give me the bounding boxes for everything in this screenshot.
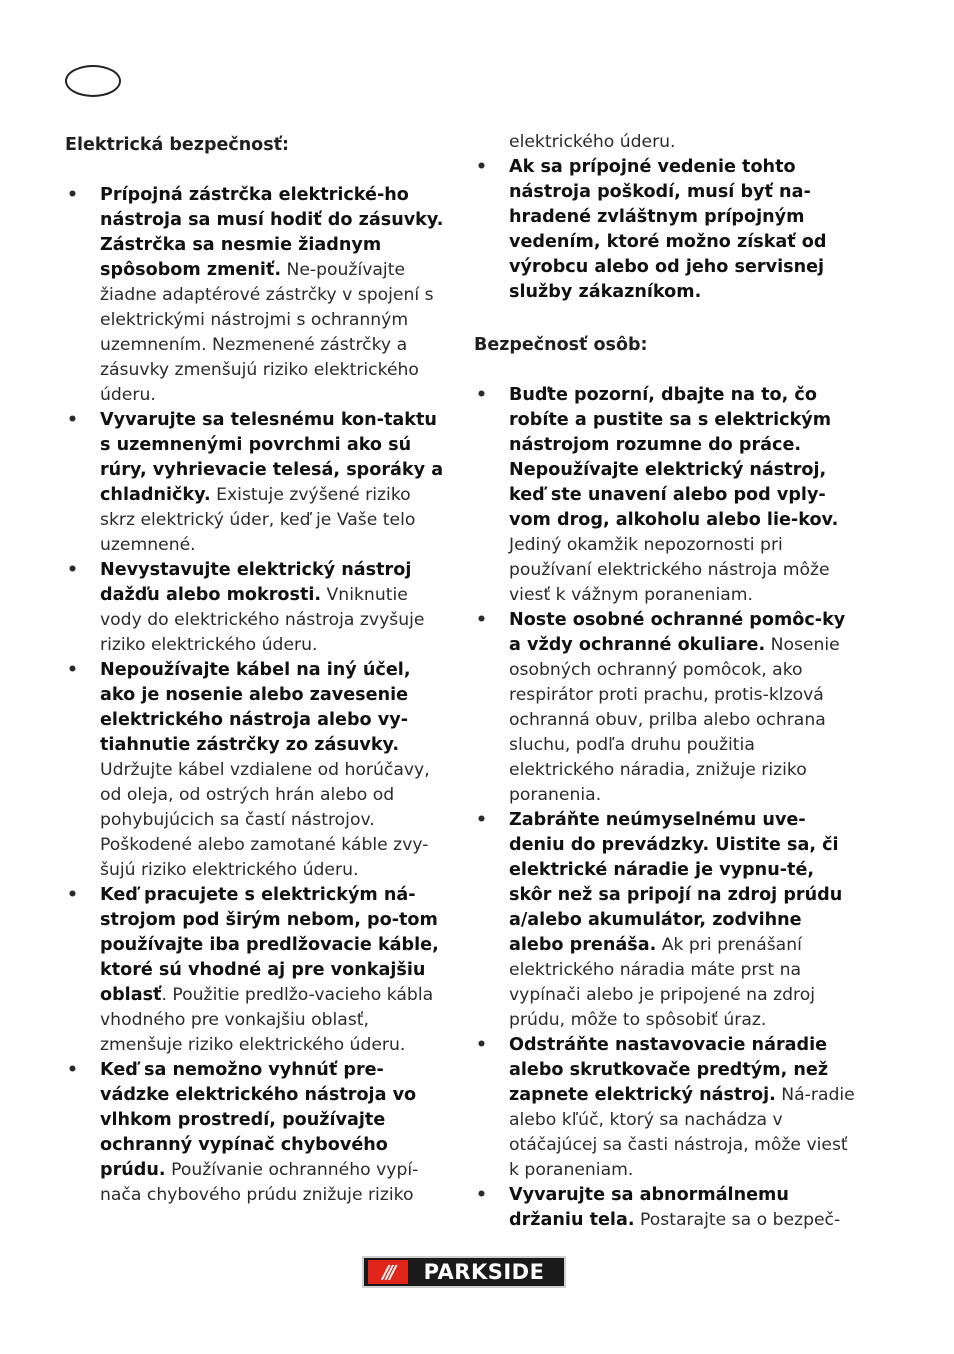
- continuation-text: elektrického úderu.: [509, 132, 676, 152]
- bullet-item: [65, 883, 450, 1058]
- bullet-body-text: Používanie ochranného vypí-nača chybového prúdu znižuje riziko: [100, 1160, 419, 1205]
- bullet-body-text: Vniknutie vody do elektrického nástroja zvyšuje riziko elektrického úderu.: [100, 585, 425, 655]
- bullet-body-text: Udržujte kábel vzdialene od horúčavy, od oleja, od ostrých hrán alebo od pohybujúcich sa častí nástrojov. Poškodené alebo zamotané káble zvy-šujú riziko elektrického úderu.: [100, 760, 430, 880]
- bullet-bold-text: Vyvarujte sa abnormálnemu držaniu tela.: [509, 1185, 789, 1230]
- parkside-logo: [362, 1256, 566, 1288]
- section-heading-personal-safety: Bezpečnosť osôb:: [474, 335, 648, 355]
- bullet-item: [474, 1183, 859, 1233]
- bullet-dot-icon: •: [476, 610, 487, 630]
- bullet-dot-icon: •: [67, 885, 78, 905]
- bullet-dot-icon: •: [67, 185, 78, 205]
- bullet-dot-icon: •: [476, 385, 487, 405]
- bullet-bold-text: Nepoužívajte kábel na iný účel, ako je nosenie alebo zavesenie elektrického nástroja alebo vy-tiahnutie zástrčky zo zásuvky.: [100, 660, 411, 755]
- bullet-item: [65, 183, 450, 408]
- bullet-body-text: Ak pri prenášaní elektrického náradia máte prst na vypínači alebo je pripojené na zdroj prúdu, môže to spôsobiť úraz.: [509, 935, 815, 1030]
- bullet-bold-text: Buďte pozorní, dbajte na to, čo robíte a pustite sa s elektrickým nástrojom rozumne do práce. Nepoužívajte elektrický nástroj, keď ste unavení alebo pod vply-vom drog, alkoholu alebo lie-kov.: [509, 385, 839, 530]
- bullet-bold-text: Ak sa prípojné vedenie tohto nástroja poškodí, musí byť na-hradené zvláštnym prípojným vedením, ktoré možno získať od výrobcu alebo od jeho servisnej služby zákazníkom.: [509, 157, 827, 302]
- bullet-body-text: Nosenie osobných ochranný pomôcok, ako respirátor proti prachu, protis-klzová ochranná obuv, prilba alebo ochrana sluchu, podľa druhu použitia elektrického náradia, znižuje riziko poranenia.: [509, 635, 840, 805]
- logo-wordmark: PARKSIDE: [423, 1260, 545, 1284]
- bullet-bold-text: Odstráňte nastavovacie náradie alebo skrutkovače predtým, než zapnete elektrický nástroj.: [509, 1035, 829, 1105]
- bullet-body-text: . Použitie predlžo-vacieho kábla vhodného pre vonkajšiu oblasť, zmenšuje riziko elektrického úderu.: [100, 985, 434, 1055]
- bullet-dot-icon: •: [476, 1035, 487, 1055]
- bullet-item: [474, 1033, 859, 1183]
- bullet-dot-icon: •: [67, 560, 78, 580]
- bullet-body-text: Ne-používajte žiadne adaptérové zástrčky v spojení s elektrickými nástrojmi s ochranným uzemnením. Nezmenené zástrčky a zásuvky zmenšujú riziko elektrického úderu.: [100, 260, 434, 405]
- bullet-dot-icon: •: [476, 1185, 487, 1205]
- bullet-body-text: Ná-radie alebo kľúč, ktorý sa nachádza v otáčajúcej sa časti nástroja, môže viesť k poraneniam.: [509, 1085, 855, 1180]
- bullet-dot-icon: •: [476, 810, 487, 830]
- bullet-dot-icon: •: [67, 660, 78, 680]
- bullet-item: [65, 658, 450, 883]
- language-badge: [65, 65, 121, 97]
- section-heading-electrical-safety: Elektrická bezpečnosť:: [65, 135, 289, 155]
- left-bullet-list: [65, 183, 450, 1208]
- bullet-bold-text: Nevystavujte elektrický nástroj dažďu alebo mokrosti.: [100, 560, 412, 605]
- bullet-dot-icon: •: [67, 410, 78, 430]
- bullet-body-text: Existuje zvýšené riziko skrz elektrický úder, keď je Vaše telo uzemnené.: [100, 485, 416, 555]
- bullet-item: [474, 383, 859, 608]
- bullet-item: [474, 808, 859, 1033]
- bullet-bold-text: Zabráňte neúmyselnému uve-deniu do prevádzky. Uistite sa, či elektrické náradie je vypnu-té, skôr než sa pripojí na zdroj prúdu a/alebo akumulátor, zodvihne alebo prenáša.: [509, 810, 843, 955]
- bullet-bold-text: Keď pracujete s elektrickým ná-strojom pod širým nebom, po-tom používajte iba predlžovacie káble, ktoré sú vhodné aj pre vonkajšiu oblasť: [100, 885, 439, 1005]
- bullet-item: [65, 408, 450, 558]
- bullet-bold-text: Keď sa nemožno vyhnúť pre-vádzke elektrického nástroja vo vlhkom prostredí, používajte ochranný vypínač chybového prúdu.: [100, 1060, 417, 1180]
- right-column: [474, 130, 859, 1233]
- bullet-bold-text: Vyvarujte sa telesnému kon-taktu s uzemnenými povrchmi ako sú rúry, vyhrievacie telesá, sporáky a chladničky.: [100, 410, 444, 505]
- bullet-body-text: Jediný okamžik nepozornosti pri používaní elektrického nástroja môže viesť k vážnym poraneniam.: [509, 535, 830, 605]
- bullet-item: [474, 608, 859, 808]
- logo-stripes: ///: [368, 1260, 408, 1284]
- bullet-item: [474, 155, 859, 305]
- bullet-body-text: Postarajte sa o bezpeč-: [634, 1210, 841, 1230]
- bullet-item: [65, 1058, 450, 1208]
- bullet-dot-icon: •: [476, 157, 487, 177]
- right-top-bullet-list: [474, 155, 859, 305]
- bullet-dot-icon: •: [67, 1060, 78, 1080]
- left-column: [65, 130, 450, 1208]
- bullet-bold-text: Noste osobné ochranné pomôc-ky a vždy ochranné okuliare.: [509, 610, 846, 655]
- bullet-bold-text: Prípojná zástrčka elektrické-ho nástroja sa musí hodiť do zásuvky. Zástrčka sa nesmie žiadnym spôsobom zmeniť.: [100, 185, 444, 280]
- right-bullet-list: [474, 383, 859, 1233]
- bullet-item: [65, 558, 450, 658]
